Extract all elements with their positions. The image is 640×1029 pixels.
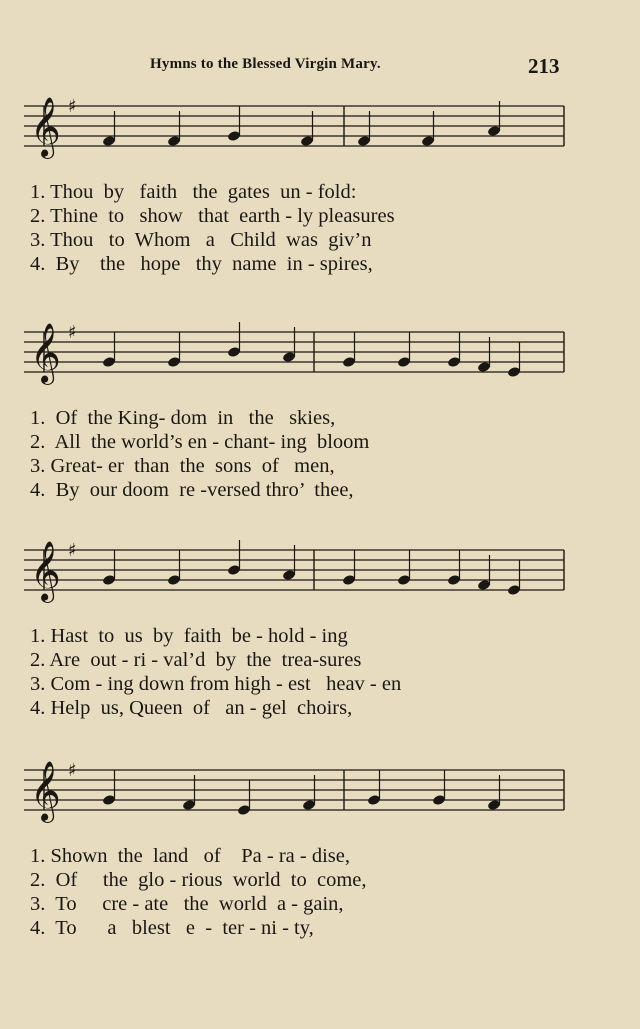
lyric-line: 3. Thou to Whom a Child was giv’n	[30, 229, 372, 251]
sharp-icon: ♯	[68, 96, 77, 117]
running-title: Hymns to the Blessed Virgin Mary.	[150, 56, 381, 72]
lyric-line: 3. Com - ing down from high - est heav - en	[30, 673, 402, 695]
lyric-line: 2. All the world’s en - chant- ing bloom	[30, 431, 370, 453]
lyric-line: 1. Thou by faith the gates un - fold:	[30, 181, 357, 203]
treble-clef-icon: 𝄞	[30, 97, 61, 157]
lyric-line: 3. To cre - ate the world a - gain,	[30, 893, 344, 915]
lyric-line: 2. Of the glo - rious world to come,	[30, 869, 367, 891]
lyric-line: 4. By our doom re -versed thro’ thee,	[30, 479, 354, 501]
lyric-line: 4. Help us, Queen of an - gel choirs,	[30, 697, 353, 719]
sharp-icon: ♯	[68, 322, 77, 343]
treble-clef-icon: 𝄞	[30, 761, 61, 821]
lyric-line: 1. Of the King- dom in the skies,	[30, 407, 336, 429]
staff-3	[24, 536, 569, 616]
sharp-icon: ♯	[68, 760, 77, 781]
staff-1	[24, 92, 569, 172]
lyric-line: 1. Shown the land of Pa - ra - dise,	[30, 845, 350, 867]
treble-clef-icon: 𝄞	[30, 323, 61, 383]
treble-clef-icon: 𝄞	[30, 541, 61, 601]
sharp-icon: ♯	[68, 540, 77, 561]
lyric-line: 4. By the hope thy name in - spires,	[30, 253, 373, 275]
lyric-line: 1. Hast to us by faith be - hold - ing	[30, 625, 348, 647]
staff-2	[24, 318, 569, 398]
lyric-line: 2. Are out - ri - val’d by the trea-sures	[30, 649, 362, 671]
staff-4	[24, 756, 569, 836]
lyric-line: 4. To a blest e - ter - ni - ty,	[30, 917, 314, 939]
page-number: 213	[528, 54, 560, 78]
lyric-line: 3. Great- er than the sons of men,	[30, 455, 335, 477]
lyric-line: 2. Thine to show that earth - ly pleasures	[30, 205, 395, 227]
